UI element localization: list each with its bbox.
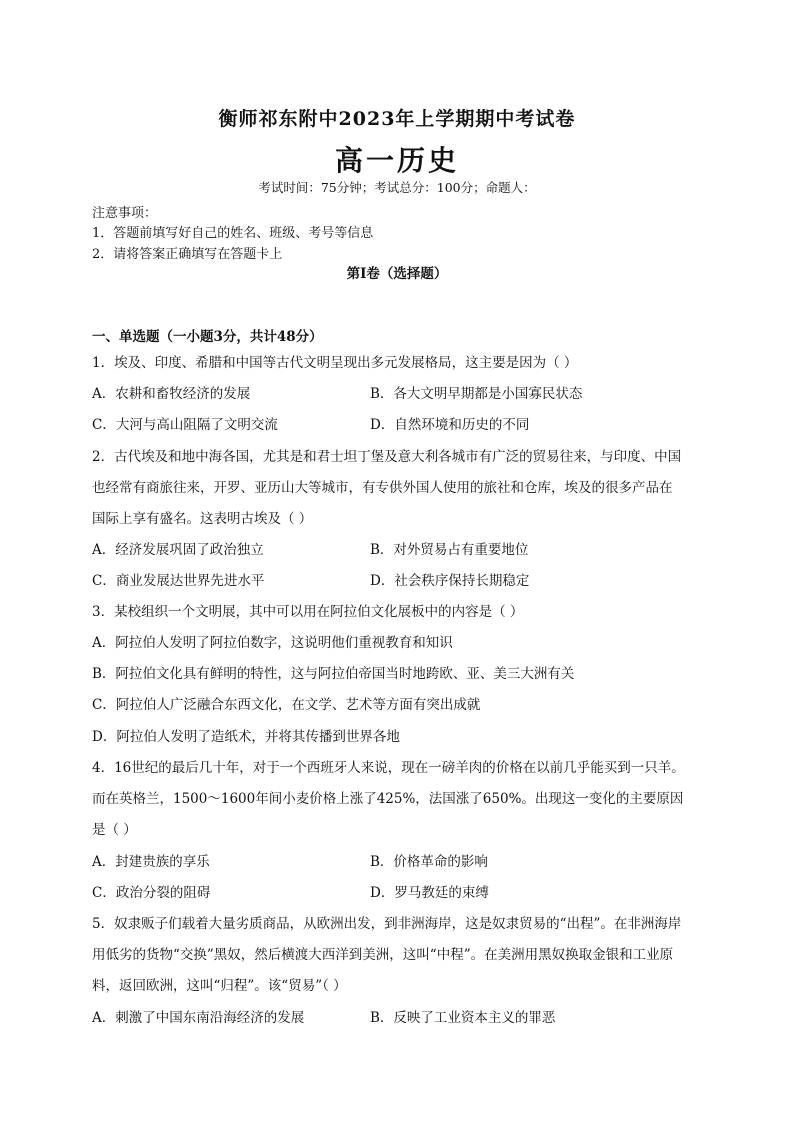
section-title: 一、单选题（一小题3分，共计48分） bbox=[92, 329, 323, 345]
option-d: D．社会秩序保持长期稳定 bbox=[370, 573, 530, 589]
option-c: C．政治分裂的阻碍 bbox=[92, 885, 211, 901]
question-3-stem: 3．某校组织一个文明展，其中可以用在阿拉伯文化展板中的内容是（ ） bbox=[92, 604, 524, 620]
option-a: A．阿拉伯人发明了阿拉伯数字，这说明他们重视教育和知识 bbox=[92, 635, 453, 651]
question-5-stem: 用低劣的货物“交换”黑奴，然后横渡大西洋到美洲，这叫“中程”。在美洲用黑奴换取金银和工业原 bbox=[92, 947, 674, 963]
option-b: B．阿拉伯文化具有鲜明的特性，这与阿拉伯帝国当时地跨欧、亚、美三大洲有关 bbox=[92, 666, 575, 682]
school-title: 衡师祁东附中2023年上学期期中考试卷 bbox=[218, 108, 576, 130]
volume-title: 第I卷（选择题） bbox=[346, 266, 448, 282]
question-4-stem: 4．16世纪的最后几十年，对于一个西班牙人来说，现在一磅羊肉的价格在以前几乎能买到一只羊。 bbox=[92, 760, 685, 776]
option-d: D．阿拉伯人发明了造纸术，并将其传播到世界各地 bbox=[92, 729, 400, 745]
notice-title: 注意事项： bbox=[92, 206, 158, 221]
option-a: A．封建贵族的享乐 bbox=[92, 854, 210, 870]
question-4-stem: 而在英格兰，1500～1600年间小麦价格上涨了425%，法国涨了650%。出现这一变化的主要原因 bbox=[92, 791, 684, 807]
question-5-stem: 5．奴隶贩子们载着大量劣质商品，从欧洲出发，到非洲海岸，这是奴隶贸易的“出程”。在非洲海岸 bbox=[92, 916, 682, 932]
option-c: C．大河与高山阻隔了文明交流 bbox=[92, 417, 278, 433]
option-b: B．价格革命的影响 bbox=[370, 854, 488, 870]
option-a: A．经济发展巩固了政治独立 bbox=[92, 542, 264, 558]
option-a: A．农耕和畜牧经济的发展 bbox=[92, 386, 251, 402]
question-1-stem: 1．埃及、印度、希腊和中国等古代文明呈现出多元发展格局，这主要是因为（ ） bbox=[92, 355, 578, 371]
option-d: D．罗马教廷的束缚 bbox=[370, 885, 489, 901]
notice-item: 2．请将答案正确填写在答题卡上 bbox=[92, 247, 283, 262]
question-2-stem: 国际上享有盛名。这表明古埃及（ ） bbox=[92, 511, 313, 527]
question-4-stem: 是（ ） bbox=[92, 822, 137, 838]
question-2-stem: 2．古代埃及和地中海各国，尤其是和君士坦丁堡及意大利各城市有广泛的贸易往来，与印度、中国 bbox=[92, 449, 682, 465]
option-c: C．商业发展达世界先进水平 bbox=[92, 573, 265, 589]
option-b: B．反映了工业资本主义的罪恶 bbox=[370, 1010, 556, 1026]
question-5-stem: 料，返回欧洲，这叫“归程”。该“贸易”（ ） bbox=[92, 978, 347, 994]
question-2-stem: 也经常有商旅往来，开罗、亚历山大等城市，有专供外国人使用的旅社和仓库，埃及的很多产品在 bbox=[92, 480, 673, 496]
subject-title: 高一历史 bbox=[334, 144, 459, 177]
option-d: D．自然环境和历史的不同 bbox=[370, 417, 530, 433]
option-c: C．阿拉伯人广泛融合东西文化，在文学、艺术等方面有突出成就 bbox=[92, 697, 481, 713]
option-b: B．对外贸易占有重要地位 bbox=[370, 542, 529, 558]
option-a: A．刺激了中国东南沿海经济的发展 bbox=[92, 1010, 305, 1026]
option-b: B．各大文明早期都是小国寡民状态 bbox=[370, 386, 583, 402]
exam-info: 考试时间：75分钟；考试总分：100分；命题人： bbox=[258, 180, 536, 195]
notice-item: 1．答题前填写好自己的姓名、班级、考号等信息 bbox=[92, 226, 374, 241]
